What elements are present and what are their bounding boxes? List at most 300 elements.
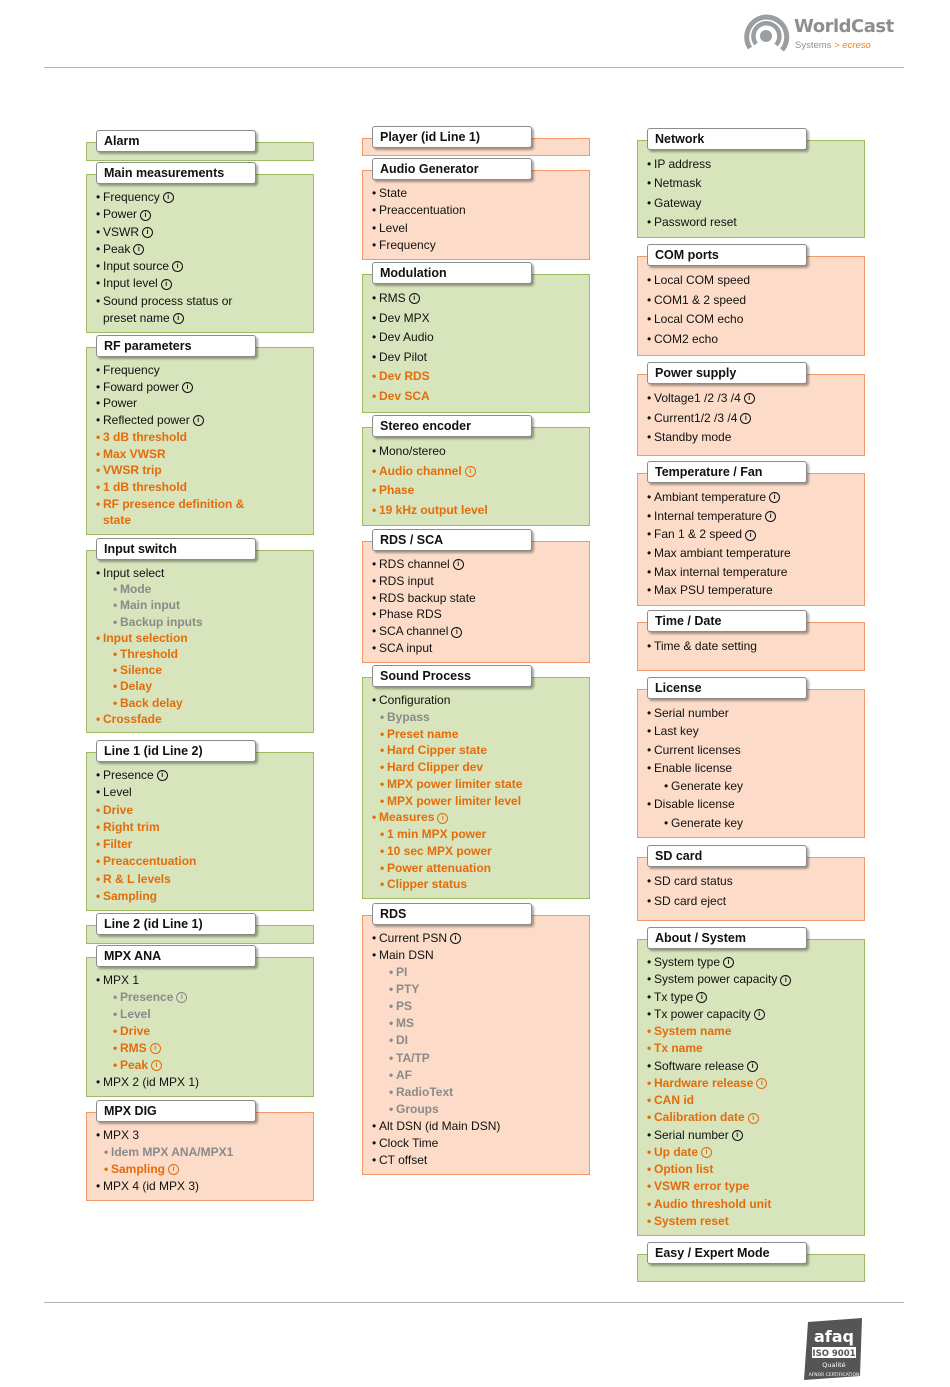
section-title-com-ports: COM ports <box>647 244 807 266</box>
menu-item-label: Calibration date <box>654 1110 745 1125</box>
menu-item-label: Groups <box>396 1101 439 1116</box>
menu-item <box>647 1058 861 1075</box>
bullet-icon: • <box>113 647 118 662</box>
menu-item-label: SCA channel <box>379 624 449 639</box>
menu-item <box>103 310 310 327</box>
bullet-icon: • <box>372 310 377 325</box>
bullet-icon: • <box>96 479 101 494</box>
menu-item-label: RadioText <box>396 1084 454 1099</box>
menu-item-label: Dev SCA <box>379 388 430 403</box>
menu-item <box>647 389 861 409</box>
menu-item-label: Mono/stereo <box>379 444 446 458</box>
menu-item-label: PTY <box>396 982 420 997</box>
section-title-audio-generator: Audio Generator <box>372 158 532 180</box>
menu-item <box>372 481 586 501</box>
bullet-icon: • <box>96 1179 101 1193</box>
menu-item-label: Crossfade <box>103 711 162 726</box>
menu-item <box>372 237 586 254</box>
bullet-icon: • <box>664 815 669 830</box>
info-icon: i <box>732 1130 743 1141</box>
menu-item <box>96 241 310 258</box>
bullet-icon: • <box>372 1135 377 1150</box>
menu-item-label: Password reset <box>654 214 737 229</box>
section-item-list <box>647 704 861 832</box>
bullet-icon: • <box>389 999 394 1014</box>
menu-item <box>372 809 586 826</box>
menu-item-label: Clock Time <box>379 1135 439 1150</box>
menu-item-label: RDS channel <box>379 557 450 571</box>
info-icon: i <box>723 957 734 968</box>
bullet-icon: • <box>647 1127 652 1142</box>
menu-item <box>96 972 310 989</box>
bullet-icon: • <box>96 190 101 204</box>
bullet-icon: • <box>389 1067 394 1082</box>
menu-item-label: COM2 echo <box>654 331 719 346</box>
menu-item <box>96 565 310 581</box>
bullet-icon: • <box>96 259 101 273</box>
bullet-icon: • <box>647 742 652 757</box>
menu-item-label: Sound process status or <box>103 293 233 308</box>
menu-item-label: CT offset <box>379 1153 428 1168</box>
info-icon: i <box>450 933 461 944</box>
section-item-list <box>647 271 861 349</box>
menu-item <box>647 954 861 971</box>
bullet-icon: • <box>389 982 394 997</box>
menu-item-label: Audio threshold unit <box>654 1196 772 1211</box>
menu-section-rf-parameters <box>86 335 314 535</box>
menu-section-mpx-ana <box>86 945 314 1097</box>
bullet-icon: • <box>664 779 669 794</box>
menu-item <box>372 606 586 623</box>
bullet-icon: • <box>389 1050 394 1065</box>
section-item-list <box>647 637 861 657</box>
section-title-power-supply: Power supply <box>647 362 807 384</box>
bullet-icon: • <box>372 502 377 517</box>
bullet-icon: • <box>389 1101 394 1116</box>
menu-item-label: Input source <box>103 259 170 273</box>
bullet-icon: • <box>647 527 652 542</box>
info-icon: i <box>163 192 174 203</box>
menu-item <box>647 704 861 722</box>
section-item-list <box>96 189 310 327</box>
menu-item-label: Drive <box>120 1024 151 1038</box>
bullet-icon: • <box>96 1075 101 1089</box>
menu-item <box>96 446 310 463</box>
bullet-icon: • <box>380 760 385 774</box>
bullet-icon: • <box>647 1144 652 1159</box>
bullet-icon: • <box>647 724 652 739</box>
section-title-mpx-ana: MPX ANA <box>96 945 256 967</box>
menu-item-label: MS <box>396 1016 414 1031</box>
menu-item-label: MPX 3 <box>103 1128 140 1142</box>
bullet-icon: • <box>104 1162 109 1176</box>
menu-item-label: Reflected power <box>103 413 190 428</box>
section-item-list <box>372 556 586 657</box>
bullet-icon: • <box>372 948 377 963</box>
info-icon: i <box>744 393 755 404</box>
menu-item <box>103 695 310 711</box>
section-item-list <box>647 488 861 600</box>
bullet-icon: • <box>372 369 377 384</box>
bullet-icon: • <box>380 843 385 858</box>
menu-item <box>647 989 861 1006</box>
menu-item-label: Foward power <box>103 379 180 394</box>
bullet-icon: • <box>647 331 652 346</box>
menu-item-label: IP address <box>654 157 712 171</box>
menu-item <box>647 1213 861 1230</box>
menu-item <box>379 826 586 843</box>
menu-item-label: MPX power limiter level <box>387 793 522 808</box>
menu-item <box>103 989 310 1006</box>
menu-section-power-supply <box>637 362 865 456</box>
menu-item <box>372 640 586 657</box>
menu-item-label: SD card status <box>654 874 733 888</box>
menu-item <box>379 876 586 893</box>
menu-item <box>103 614 310 630</box>
section-item-list <box>96 565 310 727</box>
menu-item-label: Audio channel <box>379 463 462 478</box>
section-title-sd-card: SD card <box>647 845 807 867</box>
menu-item <box>647 330 861 350</box>
bullet-icon: • <box>372 291 377 305</box>
menu-item <box>96 362 310 379</box>
menu-item-label: Preaccentuation <box>103 854 197 869</box>
bullet-icon: • <box>96 819 101 834</box>
bullet-icon: • <box>647 1041 652 1056</box>
menu-item-label: Software release <box>654 1058 745 1073</box>
info-icon: i <box>142 227 153 238</box>
menu-item <box>379 1050 586 1067</box>
info-icon: i <box>451 627 462 638</box>
menu-item-label: Presence <box>103 768 154 782</box>
info-icon: i <box>748 1113 759 1124</box>
menu-item <box>647 1161 861 1178</box>
menu-item <box>647 409 861 429</box>
info-icon: i <box>740 413 751 424</box>
bullet-icon: • <box>647 1075 652 1090</box>
menu-item <box>372 442 586 462</box>
bullet-icon: • <box>389 1084 394 1099</box>
menu-item-label: Local COM speed <box>654 273 751 287</box>
section-item-list <box>647 389 861 448</box>
menu-item-label: Standby mode <box>654 430 732 445</box>
info-icon: i <box>157 770 168 781</box>
menu-section-rds <box>362 903 590 1175</box>
menu-item <box>372 462 586 482</box>
menu-item <box>647 741 861 759</box>
bullet-icon: • <box>380 860 385 875</box>
menu-item <box>96 479 310 496</box>
menu-item-label: Tx power capacity <box>654 1006 751 1021</box>
menu-item <box>372 202 586 219</box>
menu-item-label: Right trim <box>103 819 160 834</box>
bullet-icon: • <box>96 363 101 377</box>
menu-section-easy-expert-mode <box>637 1242 865 1282</box>
menu-item-label: Power attenuation <box>387 860 492 875</box>
menu-item <box>647 581 861 600</box>
bullet-icon: • <box>647 874 652 888</box>
bullet-icon: • <box>647 989 652 1004</box>
bullet-icon: • <box>647 546 652 561</box>
bullet-icon: • <box>96 496 101 511</box>
section-title-line-2-id-line-1: Line 2 (id Line 1) <box>96 913 256 935</box>
section-item-list <box>372 930 586 1169</box>
info-icon: i <box>701 1147 712 1158</box>
menu-item-label: Disable license <box>654 797 735 812</box>
menu-item-label: RDS backup state <box>379 590 476 605</box>
section-title-sound-process: Sound Process <box>372 665 532 687</box>
info-icon: i <box>747 1061 758 1072</box>
menu-item-label: Frequency <box>379 237 436 252</box>
menu-item-label: Up date <box>654 1144 699 1159</box>
menu-item <box>372 328 586 348</box>
info-icon: i <box>745 530 756 541</box>
menu-section-player-id-line-1 <box>362 126 590 156</box>
menu-item <box>647 1144 861 1161</box>
menu-item <box>96 206 310 223</box>
menu-item <box>379 998 586 1015</box>
section-title-alarm: Alarm <box>96 130 256 152</box>
info-icon: i <box>151 1060 162 1071</box>
bullet-icon: • <box>372 463 377 478</box>
menu-section-alarm <box>86 130 314 161</box>
menu-item <box>96 462 310 479</box>
menu-item <box>654 814 861 832</box>
info-icon: i <box>453 559 464 570</box>
info-icon: i <box>133 244 144 255</box>
bullet-icon: • <box>113 990 118 1004</box>
menu-item <box>372 387 586 407</box>
section-title-stereo-encoder: Stereo encoder <box>372 415 532 437</box>
menu-item-label: Preaccentuation <box>379 203 466 218</box>
menu-item-label: System name <box>654 1024 732 1038</box>
menu-item <box>647 488 861 507</box>
menu-item <box>372 185 586 202</box>
menu-item <box>379 726 586 743</box>
menu-item <box>647 1075 861 1092</box>
menu-item <box>372 1118 586 1135</box>
section-title-player-id-line-1: Player (id Line 1) <box>372 126 532 148</box>
menu-item-label: SD card eject <box>654 893 727 908</box>
section-item-list <box>96 767 310 905</box>
section-title-mpx-dig: MPX DIG <box>96 1100 256 1122</box>
bullet-icon: • <box>113 614 118 629</box>
bullet-icon: • <box>96 785 101 800</box>
menu-item <box>647 795 861 813</box>
bullet-icon: • <box>372 1118 377 1133</box>
bullet-icon: • <box>647 1058 652 1073</box>
bullet-icon: • <box>96 241 101 256</box>
menu-item <box>647 759 861 777</box>
bullet-icon: • <box>380 793 385 808</box>
menu-section-line-2-id-line-1 <box>86 913 314 944</box>
menu-item <box>96 784 310 801</box>
bullet-icon: • <box>647 1006 652 1021</box>
bullet-icon: • <box>96 888 101 903</box>
menu-item-label: Tx type <box>654 989 694 1004</box>
menu-item-label: RMS <box>120 1041 147 1055</box>
menu-item-label: Preset name <box>387 726 459 741</box>
menu-item-label: Dev MPX <box>379 310 430 325</box>
menu-item <box>372 1152 586 1169</box>
bullet-icon: • <box>96 871 101 886</box>
info-icon: i <box>465 466 476 477</box>
menu-item-label: Power <box>103 207 138 222</box>
menu-item-label: Frequency <box>103 190 160 204</box>
menu-item <box>96 711 310 727</box>
bullet-icon: • <box>372 931 377 945</box>
logo-mark-icon <box>742 10 790 58</box>
menu-item-label: Generate key <box>671 779 744 794</box>
menu-item <box>96 871 310 888</box>
menu-item-label: Sampling <box>103 888 158 903</box>
bullet-icon: • <box>647 157 652 171</box>
menu-item <box>647 1127 861 1144</box>
menu-item <box>379 1084 586 1101</box>
menu-item <box>647 637 861 657</box>
menu-item-label: Local COM echo <box>654 312 744 327</box>
bullet-icon: • <box>647 893 652 908</box>
bullet-icon: • <box>372 349 377 364</box>
bullet-icon: • <box>647 410 652 425</box>
menu-item-label: Time & date setting <box>654 639 757 653</box>
menu-item <box>96 630 310 646</box>
menu-section-com-ports <box>637 244 865 356</box>
menu-item <box>379 1032 586 1049</box>
svg-text:ISO 9001: ISO 9001 <box>812 1349 856 1359</box>
menu-item <box>647 1006 861 1023</box>
bullet-icon: • <box>647 1196 652 1211</box>
menu-item-label: Dev Audio <box>379 330 434 345</box>
menu-item-label: 1 min MPX power <box>387 827 487 841</box>
menu-item-label: Silence <box>120 663 163 678</box>
info-icon: i <box>182 382 193 393</box>
section-title-line-1-id-line-2: Line 1 (id Line 2) <box>96 740 256 762</box>
menu-item-label: VSWR <box>103 224 139 239</box>
menu-section-stereo-encoder <box>362 415 590 526</box>
bullet-icon: • <box>96 224 101 239</box>
menu-item <box>372 367 586 387</box>
bullet-icon: • <box>647 1213 652 1228</box>
menu-item-label: Fan 1 & 2 speed <box>654 527 743 542</box>
bullet-icon: • <box>113 1007 118 1021</box>
menu-item <box>96 275 310 292</box>
bullet-icon: • <box>372 203 377 218</box>
menu-item-label: Alt DSN (id Main DSN) <box>379 1118 501 1133</box>
bullet-icon: • <box>647 508 652 523</box>
menu-section-line-1-id-line-2 <box>86 740 314 911</box>
menu-section-sound-process <box>362 665 590 899</box>
menu-item-label: Level <box>379 220 408 235</box>
info-icon: i <box>193 415 204 426</box>
bullet-icon: • <box>96 446 101 461</box>
menu-item <box>647 1109 861 1126</box>
menu-item <box>379 964 586 981</box>
bullet-icon: • <box>372 573 377 588</box>
menu-item <box>96 767 310 784</box>
bullet-icon: • <box>96 379 101 394</box>
menu-item-label: Input select <box>103 566 165 580</box>
bullet-icon: • <box>647 564 652 579</box>
bullet-icon: • <box>372 483 377 497</box>
menu-item-label: MPX power limiter state <box>387 776 523 791</box>
menu-item-label: Peak <box>103 241 131 256</box>
menu-item-label: R & L levels <box>103 871 171 886</box>
menu-section-mpx-dig <box>86 1100 314 1201</box>
menu-item <box>96 496 310 513</box>
bullet-icon: • <box>96 413 101 428</box>
bullet-icon: • <box>96 802 101 817</box>
section-title-rf-parameters: RF parameters <box>96 335 256 357</box>
menu-item <box>372 623 586 640</box>
menu-item <box>96 888 310 905</box>
menu-item <box>372 590 586 607</box>
menu-item-label: Option list <box>654 1162 714 1176</box>
menu-item-label: Current1/2 /3 /4 <box>654 410 738 425</box>
menu-item-label: Sampling <box>111 1162 166 1176</box>
menu-item-label: COM1 & 2 speed <box>654 292 747 307</box>
bullet-icon: • <box>372 444 377 458</box>
menu-item-label: AF <box>396 1067 412 1082</box>
bullet-icon: • <box>647 292 652 307</box>
bullet-icon: • <box>113 598 118 613</box>
section-item-list <box>96 972 310 1091</box>
menu-item-label: Delay <box>120 679 153 694</box>
menu-item <box>372 692 586 709</box>
bullet-icon: • <box>372 693 377 707</box>
section-item-list <box>372 692 586 893</box>
menu-item-label: state <box>103 513 132 528</box>
bullet-icon: • <box>647 391 652 405</box>
bullet-icon: • <box>380 709 385 724</box>
info-icon: i <box>437 813 448 824</box>
bullet-icon: • <box>647 706 652 720</box>
menu-section-main-measurements <box>86 162 314 333</box>
section-title-main-measurements: Main measurements <box>96 162 256 184</box>
menu-item-label: Dev RDS <box>379 369 430 384</box>
menu-item-label: Level <box>120 1007 151 1021</box>
logo-subtitle: Systems > ecreso <box>795 40 871 51</box>
menu-item <box>103 581 310 597</box>
menu-item <box>647 291 861 311</box>
info-icon: i <box>150 1043 161 1054</box>
section-item-list <box>372 289 586 407</box>
section-item-list <box>647 954 861 1230</box>
bullet-icon: • <box>372 624 377 639</box>
header-rule <box>44 67 904 68</box>
menu-item <box>96 189 310 206</box>
menu-item <box>379 843 586 860</box>
menu-item-label: Measures <box>379 810 435 825</box>
menu-item <box>372 1135 586 1152</box>
menu-item <box>96 429 310 446</box>
bullet-icon: • <box>372 186 377 200</box>
menu-item-label: Idem MPX ANA/MPX1 <box>111 1145 234 1159</box>
menu-section-rds-sca <box>362 529 590 663</box>
menu-item-label: Presence <box>120 990 174 1004</box>
info-icon: i <box>769 492 780 503</box>
menu-item <box>647 1023 861 1040</box>
bullet-icon: • <box>647 490 652 504</box>
worldcast-logo <box>742 10 912 58</box>
bullet-icon: • <box>380 743 385 758</box>
menu-item-label: Hard Cipper state <box>387 743 488 758</box>
menu-section-modulation <box>362 262 590 413</box>
menu-item <box>372 947 586 964</box>
menu-section-about-system <box>637 927 865 1236</box>
bullet-icon: • <box>96 566 101 580</box>
menu-item <box>372 930 586 947</box>
